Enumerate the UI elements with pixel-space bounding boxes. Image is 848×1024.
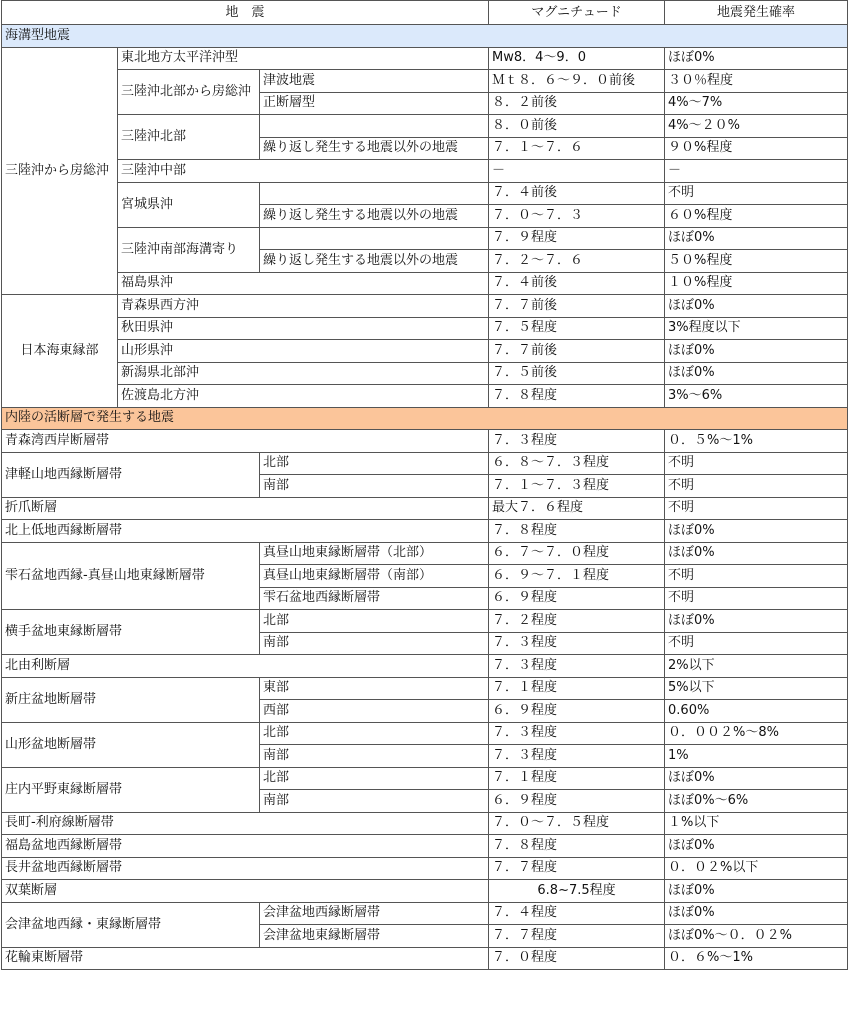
detail-cell <box>260 182 489 205</box>
table-row <box>2 610 848 633</box>
probability-cell: ほぼ0% <box>665 767 848 790</box>
detail-cell: 北部 <box>260 767 489 790</box>
probability-cell: ほぼ0% <box>665 295 848 318</box>
probability-cell: ０．０２%以下 <box>665 857 848 880</box>
probability-cell: 不明 <box>665 587 848 610</box>
detail-cell: 会津盆地東縁断層帯 <box>260 925 489 948</box>
fault-cell: 福島盆地西縁断層帯 <box>2 835 489 858</box>
probability-cell: 不明 <box>665 565 848 588</box>
probability-cell: 不明 <box>665 452 848 475</box>
magnitude-cell: ７．０～７．３ <box>489 205 665 228</box>
detail-cell: 南部 <box>260 745 489 768</box>
detail-cell <box>260 227 489 250</box>
magnitude-cell: ８．０前後 <box>489 115 665 138</box>
magnitude-cell: ７．４程度 <box>489 902 665 925</box>
probability-cell: ほぼ0% <box>665 835 848 858</box>
probability-cell: ０．５%～1% <box>665 430 848 453</box>
detail-cell: 北部 <box>260 610 489 633</box>
probability-cell: ０．６%～1% <box>665 947 848 970</box>
detail-cell: 正断層型 <box>260 92 489 115</box>
magnitude-cell: ６．９程度 <box>489 700 665 723</box>
detail-cell: 南部 <box>260 790 489 813</box>
magnitude-cell: ７．５前後 <box>489 362 665 385</box>
magnitude-cell: ７．３程度 <box>489 722 665 745</box>
fault-cell: 長井盆地西縁断層帯 <box>2 857 489 880</box>
header-magnitude: マグニチュード <box>489 1 665 25</box>
magnitude-cell: ７．９程度 <box>489 227 665 250</box>
fault-cell: 新庄盆地断層帯 <box>2 677 260 722</box>
area-cell: 福島県沖 <box>118 272 489 295</box>
magnitude-cell: ７．３程度 <box>489 655 665 678</box>
magnitude-cell: ７．１程度 <box>489 677 665 700</box>
table-row <box>2 47 848 70</box>
table-row <box>2 902 848 925</box>
table-row <box>2 362 848 385</box>
detail-cell <box>260 115 489 138</box>
probability-cell: 不明 <box>665 475 848 498</box>
detail-cell: 繰り返し発生する地震以外の地震 <box>260 137 489 160</box>
table-row <box>2 655 848 678</box>
area-cell: 宮城県沖 <box>118 182 260 227</box>
detail-cell: 南部 <box>260 632 489 655</box>
probability-cell: １０%程度 <box>665 272 848 295</box>
probability-cell: － <box>665 160 848 183</box>
magnitude-cell: ６．９～７．１程度 <box>489 565 665 588</box>
table-header-row <box>2 1 848 25</box>
detail-cell: 西部 <box>260 700 489 723</box>
table-row <box>2 857 848 880</box>
table-row <box>2 70 848 93</box>
probability-cell: 1% <box>665 745 848 768</box>
probability-cell: ３０％程度 <box>665 70 848 93</box>
fault-cell: 会津盆地西縁・東縁断層帯 <box>2 902 260 947</box>
table-row <box>2 812 848 835</box>
section-header-row <box>2 25 848 48</box>
magnitude-cell: ７．１程度 <box>489 767 665 790</box>
probability-cell: 4%～7% <box>665 92 848 115</box>
section-title: 内陸の活断層で発生する地震 <box>2 407 848 430</box>
magnitude-cell: ７．３程度 <box>489 430 665 453</box>
fault-cell: 庄内平野東縁断層帯 <box>2 767 260 812</box>
table-row <box>2 182 848 205</box>
table-row <box>2 430 848 453</box>
magnitude-cell: ６．８～７．３程度 <box>489 452 665 475</box>
area-cell: 秋田県沖 <box>118 317 489 340</box>
magnitude-cell: ７．０程度 <box>489 947 665 970</box>
table-body <box>2 25 848 970</box>
fault-cell: 双葉断層 <box>2 880 489 903</box>
fault-cell: 北上低地西縁断層帯 <box>2 520 489 543</box>
magnitude-cell: ７．８程度 <box>489 835 665 858</box>
area-cell: 三陸沖北部 <box>118 115 260 160</box>
probability-cell: ほぼ0% <box>665 227 848 250</box>
area-cell: 青森県西方沖 <box>118 295 489 318</box>
section-title: 海溝型地震 <box>2 25 848 48</box>
magnitude-cell: 最大７．６程度 <box>489 497 665 520</box>
detail-cell: 真昼山地東縁断層帯（南部） <box>260 565 489 588</box>
table-row <box>2 385 848 408</box>
area-cell: 東北地方太平洋沖型 <box>118 47 489 70</box>
detail-cell: 繰り返し発生する地震以外の地震 <box>260 250 489 273</box>
magnitude-cell: ６．９程度 <box>489 587 665 610</box>
magnitude-cell: ７．７前後 <box>489 340 665 363</box>
section-header-row <box>2 407 848 430</box>
table-row <box>2 115 848 138</box>
probability-cell: 不明 <box>665 632 848 655</box>
area-cell: 三陸沖中部 <box>118 160 489 183</box>
table-row <box>2 272 848 295</box>
probability-cell: ５０%程度 <box>665 250 848 273</box>
detail-cell: 繰り返し発生する地震以外の地震 <box>260 205 489 228</box>
area-cell: 新潟県北部沖 <box>118 362 489 385</box>
magnitude-cell: ７．０～７．５程度 <box>489 812 665 835</box>
magnitude-cell: ７．４前後 <box>489 182 665 205</box>
table-row <box>2 947 848 970</box>
probability-cell: 2%以下 <box>665 655 848 678</box>
fault-cell: 横手盆地東縁断層帯 <box>2 610 260 655</box>
detail-cell: 津波地震 <box>260 70 489 93</box>
area-cell: 三陸沖南部海溝寄り <box>118 227 260 272</box>
table-row <box>2 880 848 903</box>
magnitude-cell: Mw8．4～9．0 <box>489 47 665 70</box>
fault-cell: 雫石盆地西縁-真昼山地東縁断層帯 <box>2 542 260 610</box>
probability-cell: ９０%程度 <box>665 137 848 160</box>
magnitude-cell: ７．５程度 <box>489 317 665 340</box>
probability-cell: ほぼ0% <box>665 520 848 543</box>
detail-cell: 真昼山地東縁断層帯（北部） <box>260 542 489 565</box>
magnitude-cell: Ｍｔ８．６～９．０前後 <box>489 70 665 93</box>
probability-cell: 不明 <box>665 182 848 205</box>
table-row <box>2 722 848 745</box>
table-row <box>2 295 848 318</box>
probability-cell: ほぼ0% <box>665 542 848 565</box>
magnitude-cell: ７．７前後 <box>489 295 665 318</box>
probability-cell: ６０%程度 <box>665 205 848 228</box>
probability-cell: ほぼ0% <box>665 880 848 903</box>
probability-cell: 4%～２０% <box>665 115 848 138</box>
table-row <box>2 227 848 250</box>
probability-cell: ほぼ0%～6% <box>665 790 848 813</box>
magnitude-cell: － <box>489 160 665 183</box>
magnitude-cell: 6.8~7.5程度 <box>489 880 665 903</box>
magnitude-cell: ７．３程度 <box>489 632 665 655</box>
probability-cell: ０．００２%～8% <box>665 722 848 745</box>
fault-cell: 長町-利府線断層帯 <box>2 812 489 835</box>
header-quake: 地 震 <box>2 1 489 25</box>
table-row <box>2 767 848 790</box>
region-cell: 三陸沖から房総沖 <box>2 47 118 295</box>
probability-cell: 5%以下 <box>665 677 848 700</box>
probability-cell: 3%程度以下 <box>665 317 848 340</box>
table-row <box>2 520 848 543</box>
table-row <box>2 452 848 475</box>
magnitude-cell: ６．９程度 <box>489 790 665 813</box>
probability-cell: 不明 <box>665 497 848 520</box>
magnitude-cell: ７．７程度 <box>489 857 665 880</box>
probability-cell: ほぼ0% <box>665 340 848 363</box>
probability-cell: 0.60% <box>665 700 848 723</box>
table-row <box>2 677 848 700</box>
magnitude-cell: ７．４前後 <box>489 272 665 295</box>
probability-cell: ほぼ0% <box>665 362 848 385</box>
probability-cell: ほぼ0%～０．０２% <box>665 925 848 948</box>
magnitude-cell: ７．３程度 <box>489 745 665 768</box>
fault-cell: 花輪東断層帯 <box>2 947 489 970</box>
earthquake-table <box>1 0 848 970</box>
fault-cell: 津軽山地西縁断層帯 <box>2 452 260 497</box>
magnitude-cell: ７．８程度 <box>489 385 665 408</box>
magnitude-cell: ６．７～７．０程度 <box>489 542 665 565</box>
detail-cell: 東部 <box>260 677 489 700</box>
table-row <box>2 160 848 183</box>
fault-cell: 折爪断層 <box>2 497 489 520</box>
magnitude-cell: ７．７程度 <box>489 925 665 948</box>
magnitude-cell: ７．２～７．６ <box>489 250 665 273</box>
probability-cell: ほぼ0% <box>665 902 848 925</box>
table-row <box>2 835 848 858</box>
area-cell: 山形県沖 <box>118 340 489 363</box>
detail-cell: 雫石盆地西縁断層帯 <box>260 587 489 610</box>
detail-cell: 北部 <box>260 722 489 745</box>
header-probability: 地震発生確率 <box>665 1 848 25</box>
fault-cell: 山形盆地断層帯 <box>2 722 260 767</box>
magnitude-cell: ７．２程度 <box>489 610 665 633</box>
detail-cell: 会津盆地西縁断層帯 <box>260 902 489 925</box>
magnitude-cell: ７．８程度 <box>489 520 665 543</box>
probability-cell: ほぼ0% <box>665 610 848 633</box>
table-row <box>2 340 848 363</box>
magnitude-cell: ７．１～７．３程度 <box>489 475 665 498</box>
fault-cell: 北由利断層 <box>2 655 489 678</box>
region-cell: 日本海東縁部 <box>2 295 118 408</box>
magnitude-cell: ７．１～７．６ <box>489 137 665 160</box>
detail-cell: 北部 <box>260 452 489 475</box>
table-row <box>2 497 848 520</box>
area-cell: 佐渡島北方沖 <box>118 385 489 408</box>
area-cell: 三陸沖北部から房総沖 <box>118 70 260 115</box>
detail-cell: 南部 <box>260 475 489 498</box>
table-row <box>2 317 848 340</box>
table-row <box>2 542 848 565</box>
probability-cell: １%以下 <box>665 812 848 835</box>
fault-cell: 青森湾西岸断層帯 <box>2 430 489 453</box>
probability-cell: 3%～6% <box>665 385 848 408</box>
magnitude-cell: ８．２前後 <box>489 92 665 115</box>
probability-cell: ほぼ0% <box>665 47 848 70</box>
